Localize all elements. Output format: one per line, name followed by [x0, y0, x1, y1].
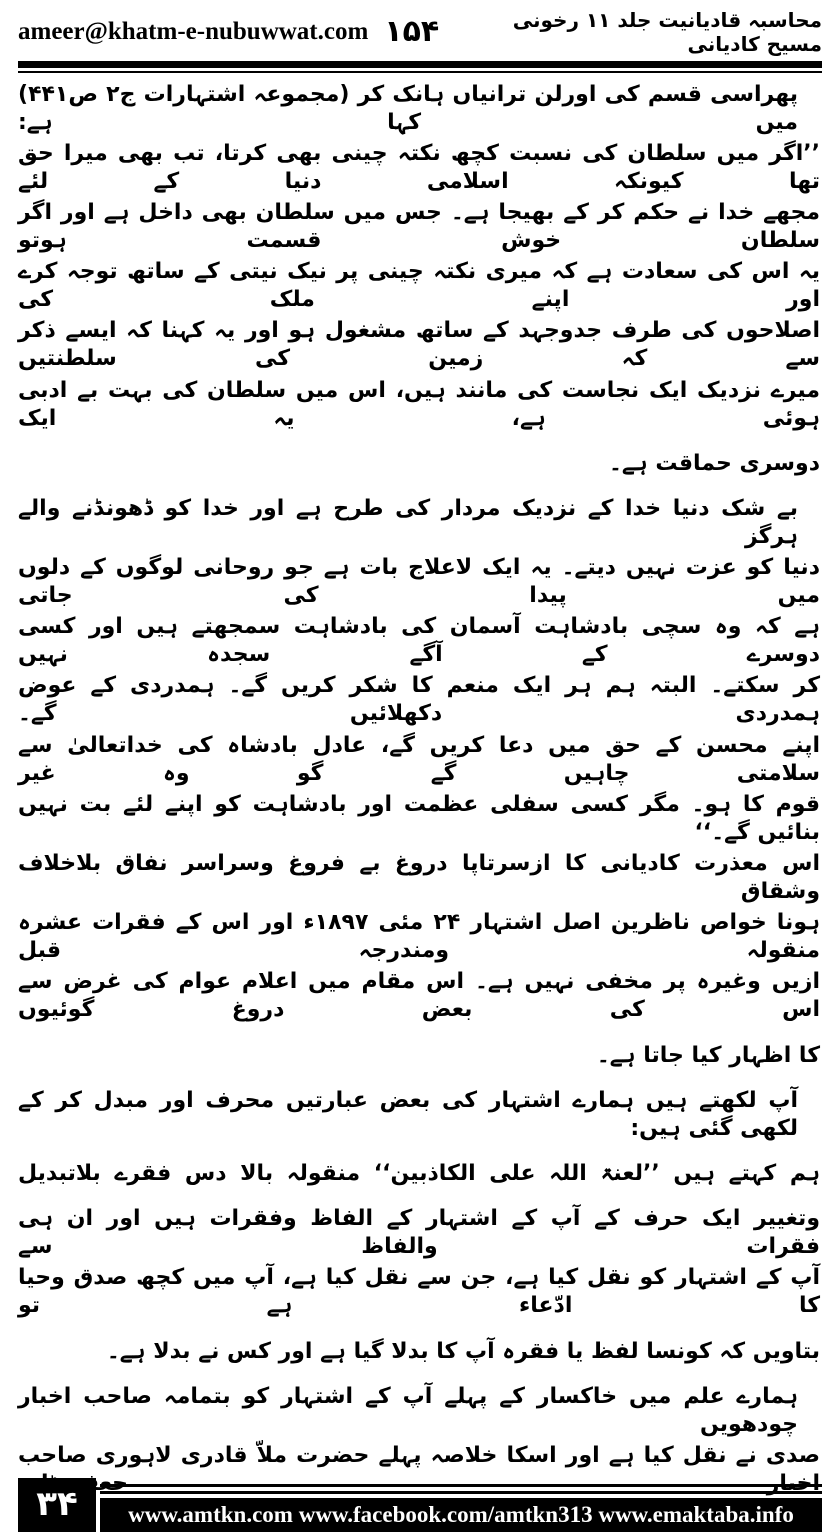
text-line: [18, 257, 820, 316]
text-line-content: آپ کے اشتہار کو نقل کیا ہے، جن سے نقل کیا ہے، آپ میں کچھ صدق وحیا کا ادّعاء ہے تو: [18, 1265, 820, 1319]
text-line-content: ’’اگر میں سلطان کی نسبت کچھ نکتہ چینی بھی کرتا، تب بھی میرا حق تھا کیونکہ اسلامی دنیا کے لئے: [18, 140, 820, 194]
text-line: [18, 1026, 820, 1085]
text-line-content: پھراسی قسم کی اورلن ترانیاں ہانک کر (مجموعہ اشتہارات ج۲ ص۴۴۱) میں کہا ہے:: [18, 81, 798, 135]
text-line-content: کا اظہار کیا جاتا ہے۔: [596, 1042, 820, 1068]
text-line: [18, 1381, 820, 1440]
text-line: [18, 434, 820, 493]
text-line-content: قوم کا ہو۔ مگر کسی سفلی عظمت اور بادشاہت کو اپنے لئے بت نہیں بنائیں گے۔‘‘: [18, 791, 820, 845]
text-line: [18, 316, 820, 375]
text-line-content: یہ اس کی سعادت ہے کہ میری نکتہ چینی پر نیک نیتی کے ساتھ توجہ کرے اور اپنے ملک کی: [18, 259, 820, 313]
page-header: [18, 6, 822, 58]
footer-rule: [100, 1484, 822, 1487]
text-line-content: اصلاحوں کی طرف جدوجہد کے ساتھ مشغول ہو اور یہ کہنا کہ ایسے ذکر سے کہ زمین کی سلطنتیں: [18, 318, 820, 372]
text-line-content: آپ لکھتے ہیں ہمارے اشتہار کی بعض عبارتیں محرف اور مبدل کر کے لکھی گئی ہیں:: [18, 1087, 798, 1141]
text-line-content: دوسری حماقت ہے۔: [609, 450, 820, 476]
text-line: [18, 789, 820, 848]
text-line: [18, 1204, 820, 1263]
text-line-content: ہمارے علم میں خاکسار کے پہلے آپ کے اشتہار کو بتمامہ صاحب اخبار چودھویں: [18, 1383, 798, 1437]
text-line: [18, 612, 820, 671]
text-line-content: بتاویں کہ کونسا لفظ یا فقرہ آپ کا بدلا گیا ہے اور کس نے بدلا ہے۔: [106, 1338, 820, 1364]
text-line: [18, 493, 820, 552]
text-line-content: ازیں وغیرہ پر مخفی نہیں ہے۔ اس مقام میں اعلام عوام کی غرض سے اس کی بعض دروغ گوئیوں: [18, 969, 820, 1023]
text-line: [18, 848, 820, 907]
text-line-content: اس معذرت کادیانی کا ازسرتاپا دروغ بے فروغ وسراسر نفاق بلاخلاف وشقاق: [18, 851, 820, 905]
text-line: [18, 197, 820, 256]
text-line-content: ہونا خواص ناظرین اصل اشتہار ۲۴ مئی ۱۸۹۷ء اور اس کے فقرات عشرہ منقولہ ومندرجہ قبل: [18, 910, 821, 964]
text-line: [18, 967, 820, 1026]
text-line-content: ہم کہتے ہیں ’’لعنۃ اللہ علی الکاذبین‘‘ منقولہ بالا دس فقرے بلاتبدیل: [18, 1160, 820, 1186]
text-line-content: مجھے خدا نے حکم کر کے بھیجا ہے۔ جس میں سلطان بھی داخل ہے اور اگر سلطان خوش قسمت ہوتو: [18, 199, 820, 253]
footer-rule: [100, 1491, 822, 1494]
header-rule-thick: [18, 61, 822, 68]
text-line-content: میرے نزدیک ایک نجاست کی مانند ہیں، اس میں سلطان کی بہت بے ادبی ہوئی ہے، یہ ایک: [18, 377, 820, 431]
text-line: [18, 79, 820, 138]
header-email: ameer@khatm-e-nubuwwat.com: [18, 18, 369, 45]
text-line: [18, 671, 820, 730]
footer-links: www.amtkn.com www.facebook.com/amtkn313 www.emaktaba.info: [100, 1498, 822, 1532]
text-line: [18, 375, 820, 434]
text-line: [18, 908, 820, 967]
text-line: [18, 1144, 820, 1203]
text-line: [18, 1322, 820, 1381]
text-line-content: ہے کہ وہ سچی بادشاہت آسمان کی بادشاہت سمجھتے ہیں اور کسی دوسرے کے آگے سجدہ نہیں: [18, 614, 820, 668]
header-page-number: ۱۵۴: [384, 14, 440, 49]
text-line-content: بے شک دنیا خدا کے نزدیک مردار کی طرح ہے اور خدا کو ڈھونڈنے والے ہرگز: [18, 495, 798, 549]
text-line: [18, 1085, 820, 1144]
footer-page-number: ۳۴: [18, 1478, 96, 1532]
text-line-content: صدی نے نقل کیا ہے اور اسکا خلاصہ پہلے حضرت ملاّ قادری لاہوری صاحب: [18, 1442, 820, 1468]
text-line: [18, 138, 820, 197]
header-rule-thin: [18, 71, 822, 73]
text-line: [18, 730, 820, 789]
text-line-content: کر سکتے۔ البتہ ہم ہر ایک منعم کا شکر کریں گے۔ ہمدردی کے عوض ہمدردی دکھلائیں گے۔: [18, 673, 820, 727]
text-line-content: اپنے محسن کے حق میں دعا کریں گے، عادل بادشاہ کی خداتعالیٰ سے سلامتی چاہیں گے گو وہ غیر: [18, 732, 820, 786]
text-line: [18, 1263, 820, 1322]
page-body: [18, 79, 820, 1500]
text-line-content: وتغییر ایک حرف کے آپ کے اشتہار کے الفاظ وفقرات ہیں اور ان ہی فقرات والفاظ سے: [18, 1206, 820, 1260]
text-line: [18, 553, 820, 612]
header-book-title: محاسبہ قادیانیت جلد ۱۱ رخونی مسیح کادیانی: [512, 8, 822, 56]
text-line-content: دنیا کو عزت نہیں دیتے۔ یہ ایک لاعلاج بات ہے جو روحانی لوگوں کے دلوں میں پیدا کی جاتی: [18, 555, 820, 609]
